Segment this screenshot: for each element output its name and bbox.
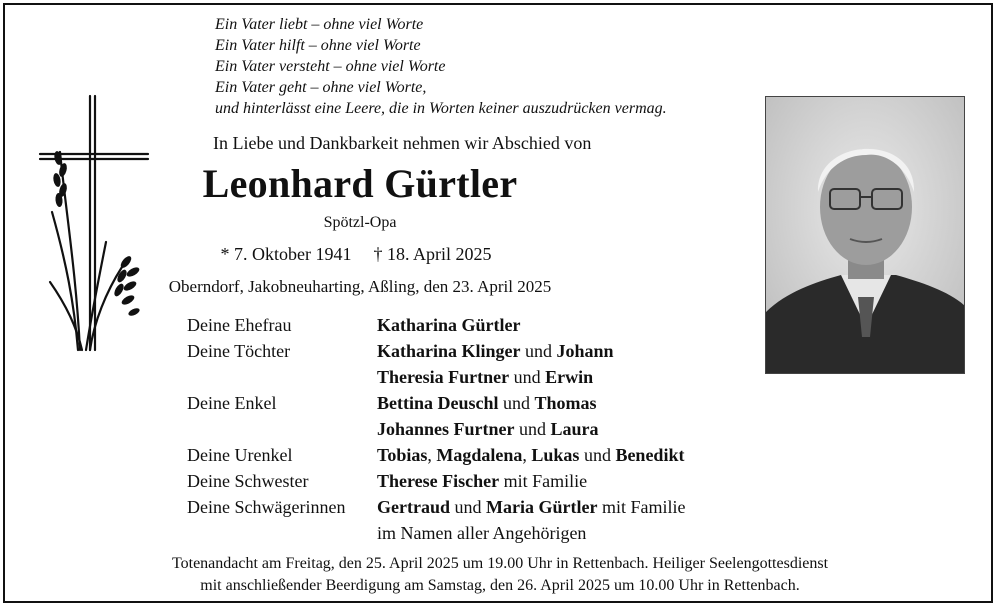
connector-text: , <box>522 445 532 465</box>
mourner-name: Bettina Deuschl <box>377 393 499 413</box>
mourner-name: Erwin <box>545 367 594 387</box>
connector-text: im Namen aller Angehörigen <box>377 523 587 543</box>
birth-date: * 7. Oktober 1941 <box>220 244 352 264</box>
mourner-row <box>187 364 685 390</box>
mourner-name: Johann <box>556 341 614 361</box>
deceased-name: Leonhard Gürtler <box>202 161 518 206</box>
mourner-name: Thomas <box>534 393 597 413</box>
mourner-name: Johannes Furtner <box>377 419 515 439</box>
mourner-row <box>187 494 685 520</box>
relation-label <box>187 520 377 546</box>
mourner-row <box>187 338 685 364</box>
place-and-date: Oberndorf, Jakobneuharting, Aßling, den 23. April 2025 <box>168 277 552 296</box>
relation-label: Deine Schwester <box>187 471 309 491</box>
life-dates <box>0 244 712 265</box>
mourners-list <box>187 312 685 546</box>
mourner-name: Katharina Gürtler <box>377 315 521 335</box>
footer-line: mit anschließender Beerdigung am Samstag, den 26. April 2025 um 10.00 Uhr in Rettenbach. <box>200 577 800 594</box>
mourner-name: Benedikt <box>615 445 685 465</box>
connector-text: und <box>449 497 486 517</box>
mourner-name: Katharina Klinger <box>377 341 521 361</box>
nickname: Spötzl-Opa <box>323 214 397 231</box>
poem-line: und hinterlässt eine Leere, die in Worten keiner auszudrücken vermag. <box>215 100 667 117</box>
connector-text: und <box>514 419 551 439</box>
mourner-row <box>187 442 685 468</box>
connector-text: mit Familie <box>597 497 686 517</box>
relation-label: Deine Schwägerinnen <box>187 497 346 517</box>
mourner-names <box>377 494 685 520</box>
mourner-names <box>377 416 685 442</box>
mourner-row <box>187 312 685 338</box>
mourner-row <box>187 468 685 494</box>
connector-text: und <box>520 341 557 361</box>
mourner-name: Laura <box>550 419 599 439</box>
relation-label: Deine Töchter <box>187 341 291 361</box>
mourner-names <box>377 364 685 390</box>
mourner-name: Maria Gürtler <box>485 497 598 517</box>
relation-label <box>187 416 377 442</box>
mourner-names <box>377 520 685 546</box>
mourner-names <box>377 312 685 338</box>
mourner-names <box>377 390 685 416</box>
mourner-name: Magdalena <box>436 445 523 465</box>
connector-text: mit Familie <box>499 471 588 491</box>
mourner-name: Gertraud <box>377 497 450 517</box>
connector-text: und <box>509 367 546 387</box>
poem-line: Ein Vater versteht – ohne viel Worte <box>215 58 446 75</box>
connector-text: , <box>427 445 437 465</box>
funeral-details <box>0 553 1000 597</box>
poem <box>215 14 667 119</box>
mourner-names <box>377 442 685 468</box>
mourner-name: Theresia Furtner <box>377 367 510 387</box>
connector-text: und <box>498 393 535 413</box>
mourner-row <box>187 390 685 416</box>
footer-line: Totenandacht am Freitag, den 25. April 2025 um 19.00 Uhr in Rettenbach. Heiliger Seelengottesdienst <box>171 555 829 572</box>
mourner-name: Tobias <box>377 445 428 465</box>
mourner-row <box>187 416 685 442</box>
intro-text: In Liebe und Dankbarkeit nehmen wir Abschied von <box>213 133 592 153</box>
mourner-names <box>377 468 685 494</box>
relation-label <box>187 364 377 390</box>
poem-line: Ein Vater liebt – ohne viel Worte <box>215 16 424 33</box>
connector-text: und <box>579 445 616 465</box>
mourner-row <box>187 520 685 546</box>
poem-line: Ein Vater hilft – ohne viel Worte <box>215 37 421 54</box>
poem-line: Ein Vater geht – ohne viel Worte, <box>215 79 427 96</box>
portrait-photo <box>765 96 965 374</box>
mourner-name: Lukas <box>531 445 580 465</box>
relation-label: Deine Ehefrau <box>187 315 292 335</box>
death-date: † 18. April 2025 <box>373 244 492 264</box>
relation-label: Deine Urenkel <box>187 445 293 465</box>
mourner-names <box>377 338 685 364</box>
mourner-name: Therese Fischer <box>377 471 500 491</box>
relation-label: Deine Enkel <box>187 393 277 413</box>
